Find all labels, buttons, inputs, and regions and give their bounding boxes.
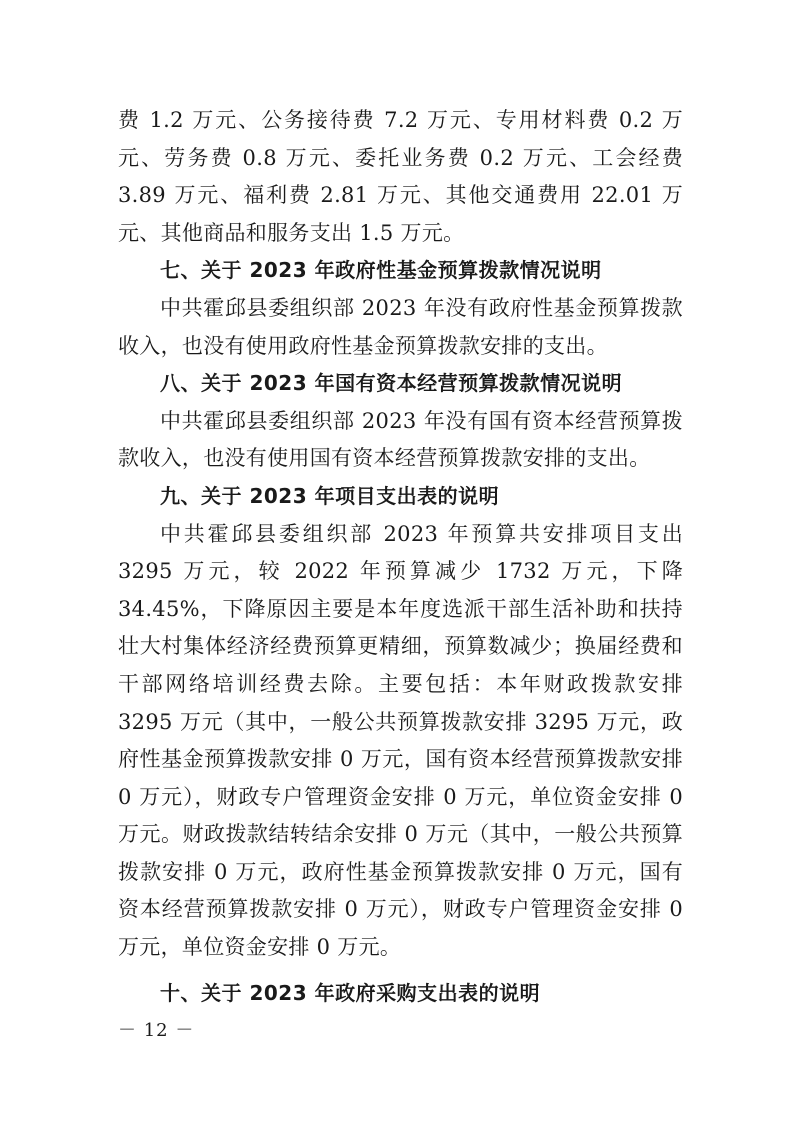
section-heading-8: 八、关于 2023 年国有资本经营预算拨款情况说明 <box>160 371 623 396</box>
section-heading-7: 七、关于 2023 年政府性基金预算拨款情况说明 <box>160 258 602 283</box>
paragraph-section-7: 中共霍邱县委组织部 2023 年没有政府性基金预算拨款收入，也没有使用政府性基金预算拨款安排的支出。 <box>118 295 683 358</box>
section-heading-9: 九、关于 2023 年项目支出表的说明 <box>160 483 500 508</box>
paragraph-section-8: 中共霍邱县委组织部 2023 年没有国有资本经营预算拨款收入，也没有使用国有资本经营预算拨款安排的支出。 <box>118 408 683 471</box>
section-heading-10: 十、关于 2023 年政府采购支出表的说明 <box>160 980 541 1005</box>
paragraph-expense-continuation: 费 1.2 万元、公务接待费 7.2 万元、专用材料费 0.2 万元、劳务费 0.8 万元、委托业务费 0.2 万元、工会经费 3.89 万元、福利费 2.81 万元、其他交通费用 22.01 万元、其他商品和服务支出 1.5 万元。 <box>118 108 683 245</box>
paragraph-section-9: 中共霍邱县委组织部 2023 年预算共安排项目支出 3295 万元，较 2022 年预算减少 1732 万元，下降 34.45%，下降原因主要是本年度选派干部生活补助和扶持壮大村集体经济经费预算更精细，预算数减少；换届经费和干部网络培训经费去除。主要包括：本年财政拨款安排 3295 万元（其中，一般公共预算拨款安排 3295 万元，政府性基金预算拨款安排 0 万元，国有资本经营预算拨款安排 0 万元），财政专户管理资金安排 0 万元，单位资金安排 0 万元。财政拨款结转结余安排 0 万元（其中，一般公共预算拨款安排 0 万元，政府性基金预算拨款安排 0 万元，国有资本经营预算拨款安排 0 万元），财政专户管理资金安排 0 万元，单位资金安排 0 万元。 <box>118 521 683 960</box>
page-number: － 12 － <box>118 1020 195 1041</box>
page-body <box>118 102 683 1012</box>
